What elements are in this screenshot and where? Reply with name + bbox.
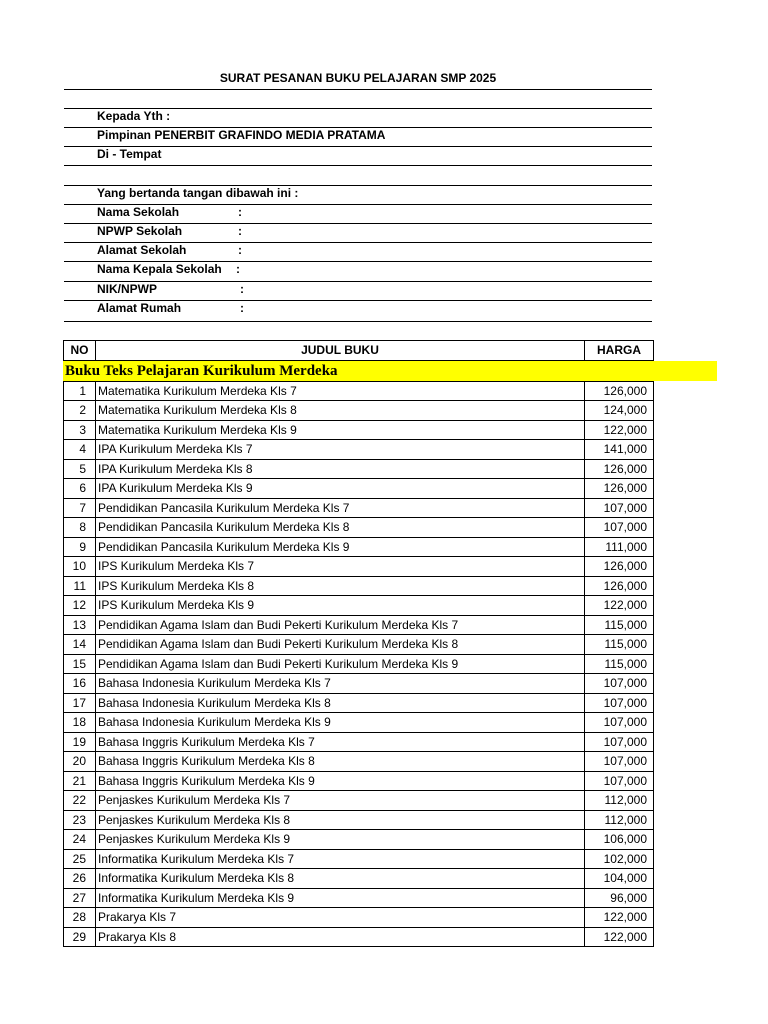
row-number: 25	[64, 849, 96, 869]
field-label-nama-sekolah: Nama Sekolah	[97, 205, 180, 219]
book-price: 111,000	[585, 537, 654, 557]
divider	[64, 321, 652, 322]
book-price: 122,000	[585, 908, 654, 928]
row-number: 24	[64, 830, 96, 850]
table-row	[64, 479, 654, 499]
book-title: Matematika Kurikulum Merdeka Kls 8	[96, 401, 585, 421]
addressee-line: Di - Tempat	[97, 147, 162, 161]
book-title: Matematika Kurikulum Merdeka Kls 7	[96, 381, 585, 401]
table-row	[64, 849, 654, 869]
row-number: 13	[64, 615, 96, 635]
table-header-row	[64, 341, 654, 361]
table-row	[64, 537, 654, 557]
book-price: 107,000	[585, 693, 654, 713]
book-price: 106,000	[585, 830, 654, 850]
field-colon: :	[236, 262, 240, 276]
field-colon: :	[238, 205, 242, 219]
book-title: IPS Kurikulum Merdeka Kls 7	[96, 557, 585, 577]
table-row	[64, 869, 654, 889]
book-price: 126,000	[585, 381, 654, 401]
book-title: IPS Kurikulum Merdeka Kls 8	[96, 576, 585, 596]
book-title: Matematika Kurikulum Merdeka Kls 9	[96, 420, 585, 440]
table-row	[64, 771, 654, 791]
book-price: 126,000	[585, 459, 654, 479]
row-number: 6	[64, 479, 96, 499]
book-price: 107,000	[585, 752, 654, 772]
field-colon: :	[238, 224, 242, 238]
table-row	[64, 381, 654, 401]
book-title: Bahasa Inggris Kurikulum Merdeka Kls 9	[96, 771, 585, 791]
book-price: 112,000	[585, 810, 654, 830]
book-title: Penjaskes Kurikulum Merdeka Kls 9	[96, 830, 585, 850]
book-price: 104,000	[585, 869, 654, 889]
table-row	[64, 732, 654, 752]
table-row	[64, 791, 654, 811]
book-title: Informatika Kurikulum Merdeka Kls 7	[96, 849, 585, 869]
column-header-no: NO	[64, 341, 96, 361]
book-title: Pendidikan Agama Islam dan Budi Pekerti Kurikulum Merdeka Kls 7	[96, 615, 585, 635]
table-row	[64, 635, 654, 655]
row-number: 23	[64, 810, 96, 830]
book-title: Pendidikan Pancasila Kurikulum Merdeka Kls 7	[96, 498, 585, 518]
row-number: 10	[64, 557, 96, 577]
row-number: 7	[64, 498, 96, 518]
table-row	[64, 518, 654, 538]
addressee-line: Kepada Yth :	[97, 109, 171, 123]
book-price: 107,000	[585, 518, 654, 538]
book-title: IPA Kurikulum Merdeka Kls 7	[96, 440, 585, 460]
book-title: Bahasa Indonesia Kurikulum Merdeka Kls 8	[96, 693, 585, 713]
row-number: 18	[64, 713, 96, 733]
row-number: 19	[64, 732, 96, 752]
book-title: Pendidikan Pancasila Kurikulum Merdeka Kls 9	[96, 537, 585, 557]
table-row	[64, 420, 654, 440]
book-title: Bahasa Indonesia Kurikulum Merdeka Kls 7	[96, 674, 585, 694]
book-order-table	[63, 340, 654, 947]
book-price: 112,000	[585, 791, 654, 811]
addressee-line: Pimpinan PENERBIT GRAFINDO MEDIA PRATAMA	[97, 128, 386, 142]
table-row	[64, 654, 654, 674]
field-label-nama-kepala-sekolah: Nama Kepala Sekolah	[97, 262, 222, 276]
field-colon: :	[240, 301, 244, 315]
field-label-nik-npwp: NIK/NPWP	[97, 282, 157, 296]
book-title: Bahasa Inggris Kurikulum Merdeka Kls 8	[96, 752, 585, 772]
book-price: 126,000	[585, 479, 654, 499]
row-number: 20	[64, 752, 96, 772]
table-row	[64, 401, 654, 421]
book-price: 115,000	[585, 615, 654, 635]
table-row	[64, 693, 654, 713]
book-title: Pendidikan Agama Islam dan Budi Pekerti Kurikulum Merdeka Kls 9	[96, 654, 585, 674]
page-title: SURAT PESANAN BUKU PELAJARAN SMP 2025	[219, 71, 497, 85]
divider	[64, 89, 652, 90]
book-title: Penjaskes Kurikulum Merdeka Kls 7	[96, 791, 585, 811]
table-row	[64, 615, 654, 635]
book-price: 126,000	[585, 576, 654, 596]
table-row	[64, 557, 654, 577]
book-price: 107,000	[585, 498, 654, 518]
row-number: 11	[64, 576, 96, 596]
book-price: 122,000	[585, 420, 654, 440]
table-row	[64, 459, 654, 479]
book-price: 126,000	[585, 557, 654, 577]
column-header-judul-buku: JUDUL BUKU	[96, 341, 585, 361]
row-number: 21	[64, 771, 96, 791]
row-number: 15	[64, 654, 96, 674]
book-price: 115,000	[585, 654, 654, 674]
book-price: 96,000	[585, 888, 654, 908]
book-title: IPS Kurikulum Merdeka Kls 9	[96, 596, 585, 616]
table-row	[64, 908, 654, 928]
row-number: 28	[64, 908, 96, 928]
book-price: 141,000	[585, 440, 654, 460]
book-title: Prakarya Kls 8	[96, 927, 585, 947]
book-price: 107,000	[585, 713, 654, 733]
book-title: Pendidikan Pancasila Kurikulum Merdeka Kls 8	[96, 518, 585, 538]
table-row	[64, 576, 654, 596]
book-title: Informatika Kurikulum Merdeka Kls 9	[96, 888, 585, 908]
book-price: 124,000	[585, 401, 654, 421]
table-row	[64, 830, 654, 850]
table-row	[64, 596, 654, 616]
book-price: 107,000	[585, 732, 654, 752]
book-price: 102,000	[585, 849, 654, 869]
intro-text: Yang bertanda tangan dibawah ini :	[97, 186, 299, 200]
table-row	[64, 927, 654, 947]
section-header: Buku Teks Pelajaran Kurikulum Merdeka	[63, 361, 717, 381]
table-row	[64, 498, 654, 518]
row-number: 17	[64, 693, 96, 713]
row-number: 3	[64, 420, 96, 440]
table-row	[64, 713, 654, 733]
book-price: 107,000	[585, 674, 654, 694]
field-label-alamat-sekolah: Alamat Sekolah	[97, 243, 187, 257]
book-title: Pendidikan Agama Islam dan Budi Pekerti Kurikulum Merdeka Kls 8	[96, 635, 585, 655]
field-colon: :	[238, 243, 242, 257]
book-title: Penjaskes Kurikulum Merdeka Kls 8	[96, 810, 585, 830]
book-title: Bahasa Inggris Kurikulum Merdeka Kls 7	[96, 732, 585, 752]
field-label-alamat-rumah: Alamat Rumah	[97, 301, 182, 315]
row-number: 9	[64, 537, 96, 557]
row-number: 16	[64, 674, 96, 694]
table-body	[64, 360, 654, 947]
table-row	[64, 810, 654, 830]
row-number: 4	[64, 440, 96, 460]
book-title: Informatika Kurikulum Merdeka Kls 8	[96, 869, 585, 889]
row-number: 5	[64, 459, 96, 479]
book-price: 122,000	[585, 927, 654, 947]
book-title: IPA Kurikulum Merdeka Kls 9	[96, 479, 585, 499]
row-number: 14	[64, 635, 96, 655]
book-title: Bahasa Indonesia Kurikulum Merdeka Kls 9	[96, 713, 585, 733]
table-row	[64, 440, 654, 460]
row-number: 2	[64, 401, 96, 421]
row-number: 27	[64, 888, 96, 908]
field-colon: :	[240, 282, 244, 296]
table-row	[64, 752, 654, 772]
table-row	[64, 674, 654, 694]
divider	[64, 165, 652, 166]
book-price: 115,000	[585, 635, 654, 655]
row-number: 1	[64, 381, 96, 401]
row-number: 29	[64, 927, 96, 947]
row-number: 22	[64, 791, 96, 811]
book-price: 122,000	[585, 596, 654, 616]
column-header-harga: HARGA	[585, 341, 654, 361]
row-number: 12	[64, 596, 96, 616]
row-number: 26	[64, 869, 96, 889]
table-row	[64, 888, 654, 908]
row-number: 8	[64, 518, 96, 538]
book-title: IPA Kurikulum Merdeka Kls 8	[96, 459, 585, 479]
book-price: 107,000	[585, 771, 654, 791]
field-label-npwp-sekolah: NPWP Sekolah	[97, 224, 183, 238]
book-title: Prakarya Kls 7	[96, 908, 585, 928]
